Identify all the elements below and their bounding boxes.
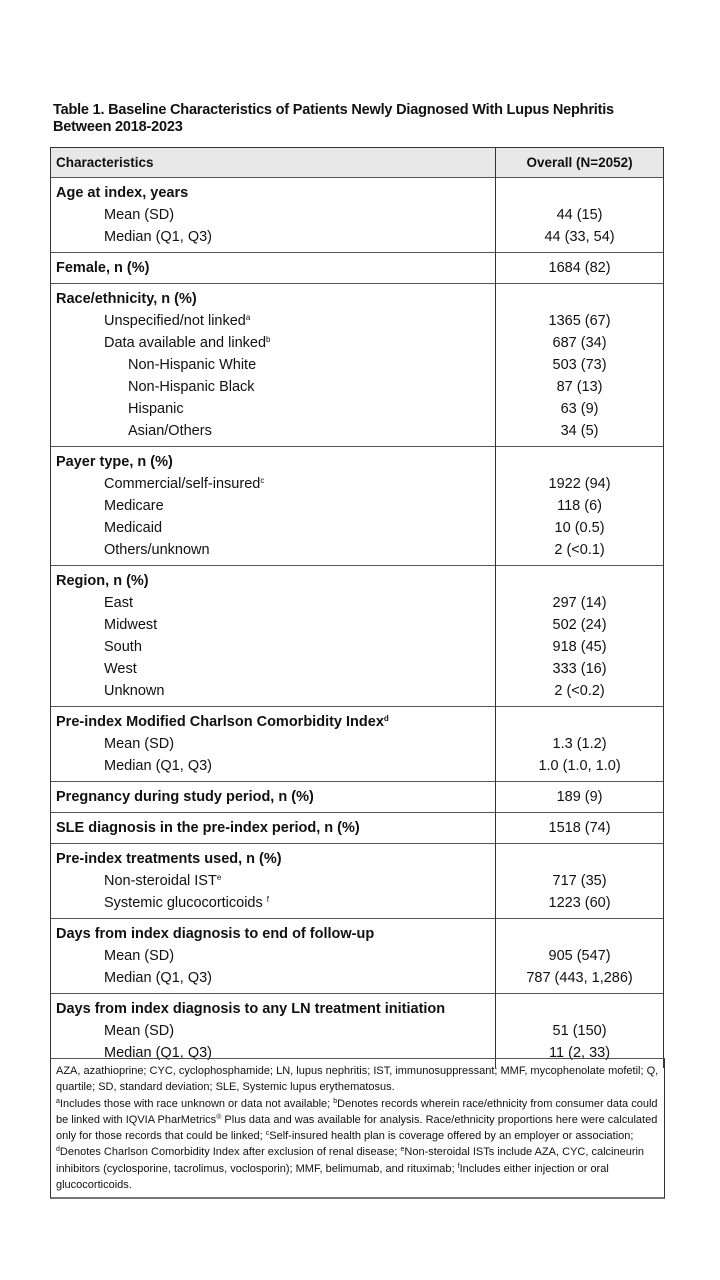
section-pre-index-treatments	[51, 844, 664, 919]
footnote-mark: c	[265, 1130, 270, 1138]
baseline-characteristics-table	[50, 147, 664, 1068]
section-payer-type	[51, 447, 664, 566]
header-overall: Overall (N=2052)	[496, 148, 664, 178]
row-value: 118 (6)	[557, 498, 602, 514]
footnote-mark: d	[56, 1146, 60, 1154]
footnote-mark: b	[266, 335, 271, 344]
section-heading: Days from index diagnosis to any LN treatment initiation	[56, 1001, 446, 1017]
row-value: 502 (24)	[552, 617, 607, 633]
registered-mark: ®	[216, 1113, 222, 1121]
footnote-mark: b	[333, 1097, 338, 1105]
section-heading: Age at index, years	[56, 185, 189, 201]
row-value: 63 (9)	[560, 401, 599, 417]
row-value: 51 (150)	[552, 1023, 607, 1039]
section-heading: Payer type, n (%)	[56, 454, 173, 470]
row-label: Non-Hispanic Black	[128, 379, 255, 395]
row-label: Medicare	[104, 498, 164, 514]
row-value: 2 (<0.2)	[554, 683, 605, 699]
section-heading: Pregnancy during study period, n (%)	[56, 789, 314, 805]
footnote-mark: f	[266, 895, 270, 904]
row-label: Systemic glucocorticoids $^f$	[104, 895, 270, 911]
row-value: 10 (0.5)	[554, 520, 605, 536]
section-heading: Race/ethnicity, n (%)	[56, 291, 197, 307]
row-label: Hispanic	[128, 401, 184, 417]
section-heading: Days from index diagnosis to end of follow-up	[56, 926, 375, 942]
section-pregnancy	[51, 782, 664, 813]
row-value: 1684 (82)	[548, 260, 611, 276]
row-value: 333 (16)	[552, 661, 607, 677]
row-label: Unspecified/not linked$^a$	[104, 313, 251, 329]
row-value: 717 (35)	[552, 873, 607, 889]
section-days-to-ln-treatment	[51, 994, 664, 1069]
section-race-ethnicity	[51, 284, 664, 447]
row-value: 787 (443, 1,286)	[526, 970, 633, 986]
section-female	[51, 253, 664, 284]
row-label: Others/unknown	[104, 542, 210, 558]
footnote-mark: e	[400, 1146, 405, 1154]
table-title: Table 1. Baseline Characteristics of Patients Newly Diagnosed With Lupus Nephritis Between 2018-2023	[53, 102, 614, 135]
section-heading: Pre-index Modified Charlson Comorbidity Index$^d$	[56, 714, 389, 730]
row-label: Median (Q1, Q3)	[104, 758, 212, 774]
row-label: Mean (SD)	[104, 948, 175, 964]
row-label: Unknown	[104, 683, 165, 699]
row-label: Median (Q1, Q3)	[104, 1045, 212, 1061]
row-value: 2 (<0.1)	[554, 542, 605, 558]
section-days-to-follow-up-end	[51, 919, 664, 994]
footnote-mark: c	[260, 476, 265, 485]
row-label: Midwest	[104, 617, 158, 633]
row-value: 297 (14)	[552, 595, 607, 611]
row-value: 503 (73)	[552, 357, 607, 373]
row-value: 1.3 (1.2)	[552, 736, 607, 752]
row-value: 44 (15)	[556, 207, 603, 223]
row-label: Mean (SD)	[104, 1023, 175, 1039]
section-heading: Pre-index treatments used, n (%)	[56, 851, 282, 867]
table-header-row	[51, 148, 664, 178]
footnote-mark: d	[383, 714, 389, 723]
row-label: Non-steroidal IST$^e$	[104, 873, 222, 889]
row-value: 1.0 (1.0, 1.0)	[538, 758, 621, 774]
section-region	[51, 566, 664, 707]
section-charlson-index	[51, 707, 664, 782]
row-label: Median (Q1, Q3)	[104, 970, 212, 986]
section-sle-diagnosis	[51, 813, 664, 844]
section-heading: SLE diagnosis in the pre-index period, n (%)	[56, 820, 360, 836]
row-value: 918 (45)	[552, 639, 607, 655]
row-value: 1518 (74)	[548, 820, 611, 836]
row-label: Mean (SD)	[104, 736, 175, 752]
row-label: Data available and linked$^b$	[104, 335, 271, 351]
section-age	[51, 178, 664, 253]
row-label: Asian/Others	[128, 423, 212, 439]
row-value: 905 (547)	[548, 948, 611, 964]
table-footnotes	[50, 1058, 665, 1199]
row-value: 1223 (60)	[548, 895, 611, 911]
row-label: Commercial/self-insured$^c$	[104, 476, 265, 492]
footnote-mark: a	[56, 1097, 60, 1105]
row-label: East	[104, 595, 134, 611]
row-value: 1922 (94)	[548, 476, 611, 492]
footnote-mark: f	[457, 1162, 460, 1170]
footnote-mark: a	[245, 313, 251, 322]
footnotes-text: $^a$Includes those with race unknown or data not available; $^b$Denotes records wherein race/ethnicity from consumer data could be linked with IQVIA PharMetrics® Plus data and was available for analysis. Race/ethnicity proportions here were calculated only for those records that could be linked; $^c$Self-insured health plan is coverage offered by an employer or association; $^d$Denotes Charlson Comorbidity Index after exclusion of renal disease; $^e$Non-steroidal ISTs include AZA, CYC, calcineurin inhibitors (cyclosporine, tacrolimus, voclosporin); MMF, belimumab, and rituximab; $^f$Includes either injection or oral glucocorticoids.	[56, 1097, 658, 1192]
row-label: South	[104, 639, 142, 655]
row-label: Median (Q1, Q3)	[104, 229, 212, 245]
row-value: 44 (33, 54)	[544, 229, 615, 245]
header-characteristics: Characteristics	[51, 148, 496, 178]
row-label: West	[104, 661, 137, 677]
row-value: 687 (34)	[552, 335, 607, 351]
row-label: Medicaid	[104, 520, 163, 536]
footnote-mark: e	[216, 873, 222, 882]
section-heading: Region, n (%)	[56, 573, 149, 589]
section-heading: Female, n (%)	[56, 260, 150, 276]
row-value: 87 (13)	[556, 379, 603, 395]
row-value: 189 (9)	[556, 789, 603, 805]
row-label: Mean (SD)	[104, 207, 175, 223]
row-label: Non-Hispanic White	[128, 357, 257, 373]
abbreviations-note: AZA, azathioprine; CYC, cyclophosphamide; LN, lupus nephritis; IST, immunosuppressant; MMF, mycophenolate mofetil; Q, quartile; SD, standard deviation; SLE, Systemic lupus erythematosus.	[56, 1065, 659, 1094]
row-value: 34 (5)	[560, 423, 599, 439]
row-value: 11 (2, 33)	[549, 1045, 611, 1061]
row-value: 1365 (67)	[548, 313, 611, 329]
